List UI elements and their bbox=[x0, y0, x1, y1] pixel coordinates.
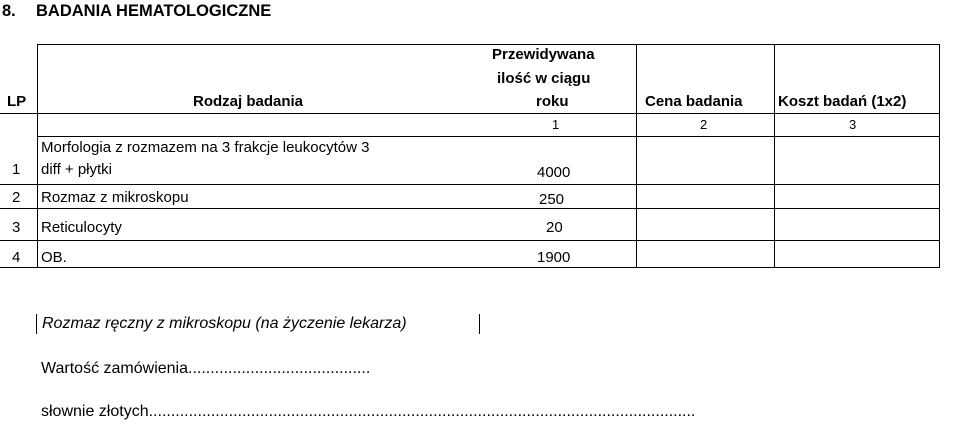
row-lp: 2 bbox=[12, 189, 21, 206]
row-name: Reticulocyty bbox=[41, 219, 122, 236]
row-name-line2: diff + płytki bbox=[41, 161, 113, 178]
header-rodzaj-badania: Rodzaj badania bbox=[193, 93, 304, 110]
row-quantity: 20 bbox=[546, 219, 563, 236]
row-lp: 4 bbox=[12, 249, 21, 266]
row-name: Rozmaz z mikroskopu bbox=[41, 189, 189, 206]
row-lp: 1 bbox=[12, 161, 21, 178]
column-number-1: 1 bbox=[552, 117, 560, 132]
note-right-bar bbox=[479, 314, 480, 334]
row-name: OB. bbox=[41, 249, 67, 266]
header-cena-badania: Cena badania bbox=[645, 93, 743, 110]
section-title bbox=[2, 2, 271, 21]
row-lp: 3 bbox=[12, 219, 21, 236]
row-quantity: 4000 bbox=[537, 164, 571, 181]
column-number-3: 3 bbox=[849, 117, 857, 132]
row-quantity: 1900 bbox=[537, 249, 571, 266]
header-koszt-badan: Koszt badań (1x2) bbox=[778, 93, 907, 110]
section-name: BADANIA HEMATOLOGICZNE bbox=[36, 2, 272, 20]
order-value: Wartość zamówienia......................................... bbox=[41, 360, 371, 377]
header-ilosc-line3: roku bbox=[536, 93, 569, 110]
header-ilosc-line1: Przewidywana bbox=[492, 46, 595, 63]
column-number-2: 2 bbox=[700, 117, 708, 132]
note-text: Rozmaz ręczny z mikroskopu (na życzenie lekarza) bbox=[42, 315, 407, 332]
row-quantity: 250 bbox=[539, 191, 565, 208]
header-ilosc-line2: ilość w ciągu bbox=[497, 70, 591, 87]
header-lp: LP bbox=[7, 93, 27, 110]
amount-in-words: słownie złotych........................................................................................................................... bbox=[41, 403, 696, 420]
row-name-line1: Morfologia z rozmazem na 3 frakcje leukocytów 3 bbox=[41, 139, 370, 156]
section-number: 8. bbox=[2, 2, 16, 20]
note-left-bar bbox=[36, 314, 37, 334]
